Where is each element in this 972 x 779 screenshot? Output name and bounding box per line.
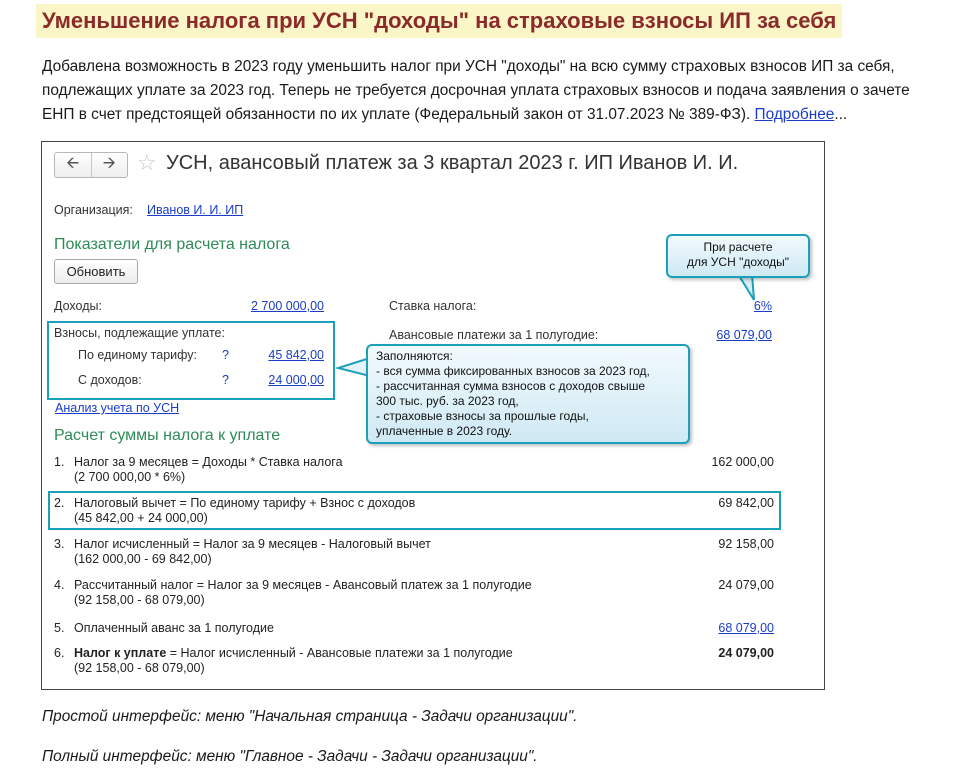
row-number: 5. <box>54 621 65 635</box>
contrib-callout-pointer <box>336 354 370 384</box>
unified-tariff-label: По единому тарифу: <box>78 348 198 362</box>
row-number: 3. <box>54 537 65 551</box>
rate-value[interactable]: 6% <box>753 299 772 313</box>
contributions-label: Взносы, подлежащие уплате: <box>54 326 225 340</box>
income-contrib-value[interactable]: 24 000,00 <box>268 373 324 387</box>
row-number: 4. <box>54 578 65 592</box>
contrib-callout-line: - рассчитанная сумма взносов с доходов свыше <box>376 379 646 393</box>
org-label: Организация: <box>54 203 133 217</box>
row-formula: Налог за 9 месяцев = Доходы * Ставка налога (2 700 000,00 * 6%) <box>74 455 343 484</box>
refresh-button[interactable]: Обновить <box>54 259 138 284</box>
more-suffix: ... <box>834 106 848 123</box>
rate-callout-pointer <box>732 274 762 304</box>
contrib-callout-line: - вся сумма фиксированных взносов за 2023 год, <box>376 364 650 378</box>
section-calc-title: Расчет суммы налога к уплате <box>54 427 281 444</box>
row-number: 1. <box>54 455 65 469</box>
row-value: 69 842,00 <box>718 496 774 510</box>
row-number: 6. <box>54 646 65 660</box>
intro-line-2: подлежащих уплате за 2023 год. Теперь не требуется досрочная уплата страховых взносов и подача заявления о <box>42 82 859 99</box>
rate-label: Ставка налога: <box>389 299 477 313</box>
footer-full: Полный интерфейс: меню "Главное - Задачи - Задачи организации". <box>42 748 538 765</box>
contrib-callout-line: уплаченные в 2023 году. <box>376 424 513 438</box>
row-formula: Рассчитанный налог = Налог за 9 месяцев - Авансовый платеж за 1 полугодие (92 158,00 - 68 079,00) <box>74 578 532 607</box>
org-link[interactable]: Иванов И. И. ИП <box>147 203 244 217</box>
row-formula: Налог исчисленный = Налог за 9 месяцев - Налоговый вычет (162 000,00 - 69 842,00) <box>74 537 431 566</box>
footer-simple: Простой интерфейс: меню "Начальная страница - Задачи организации". <box>42 708 578 725</box>
article-intro <box>42 55 922 127</box>
contrib-callout-line: 300 тыс. руб. за 2023 год, <box>376 394 519 408</box>
row-formula: Оплаченный аванс за 1 полугодие <box>74 621 274 635</box>
rate-callout <box>666 234 810 278</box>
article-title: Уменьшение налога при УСН "доходы" на страховые взносы ИП за себя <box>36 4 842 38</box>
row-number: 2. <box>54 496 65 510</box>
forward-arrow-icon[interactable]: 🡪 <box>91 153 128 177</box>
unified-help-icon[interactable]: ? <box>222 348 229 362</box>
income-value[interactable]: 2 700 000,00 <box>251 299 324 313</box>
paid-advance-link[interactable]: 68 079,00 <box>718 621 774 635</box>
advance-label: Авансовые платежи за 1 полугодие: <box>389 328 599 342</box>
favorite-star-icon[interactable]: ☆ <box>137 150 157 175</box>
row-formula: Налог к уплате = Налог исчисленный - Авансовые платежи за 1 полугодие (92 158,00 - 68 079,00) <box>74 646 513 675</box>
analysis-link[interactable]: Анализ учета по УСН <box>55 401 180 415</box>
section-indicators-title: Показатели для расчета налога <box>54 236 290 253</box>
form-window <box>41 141 825 690</box>
rate-callout-line: для УСН "доходы" <box>686 255 790 269</box>
income-label: Доходы: <box>54 299 102 313</box>
more-link[interactable]: Подробнее <box>754 106 835 123</box>
form-title: УСН, авансовый платеж за 3 квартал 2023 г. ИП Иванов И. И. <box>166 152 739 174</box>
row-formula: Налоговый вычет = По единому тарифу + Взнос с доходов (45 842,00 + 24 000,00) <box>74 496 416 525</box>
row-value: 92 158,00 <box>718 537 774 551</box>
unified-tariff-value[interactable]: 45 842,00 <box>268 348 324 362</box>
income-contrib-help-icon[interactable]: ? <box>222 373 229 387</box>
rate-callout-line: При расчете <box>703 240 773 254</box>
contrib-callout <box>366 344 690 444</box>
back-arrow-icon[interactable]: 🡨 <box>66 154 80 172</box>
advance-value[interactable]: 68 079,00 <box>716 328 772 342</box>
income-contrib-label: С доходов: <box>78 373 142 387</box>
intro-line-3: зачете ЕНП в счет предстоящей обязанности по их уплате (Федеральный закон от 31.07.2023 № 389-ФЗ). <box>42 82 910 123</box>
contrib-callout-line: Заполняются: <box>376 349 453 363</box>
row-value: 24 079,00 <box>718 646 774 660</box>
contrib-callout-line: - страховые взносы за прошлые годы, <box>376 409 589 423</box>
nav-buttons <box>54 152 128 178</box>
row-value: 162 000,00 <box>711 455 774 469</box>
intro-line-1: Добавлена возможность в 2023 году уменьшить налог при УСН "доходы" на всю сумму страховых взносов ИП за себя, <box>42 58 895 75</box>
row-value: 24 079,00 <box>718 578 774 592</box>
